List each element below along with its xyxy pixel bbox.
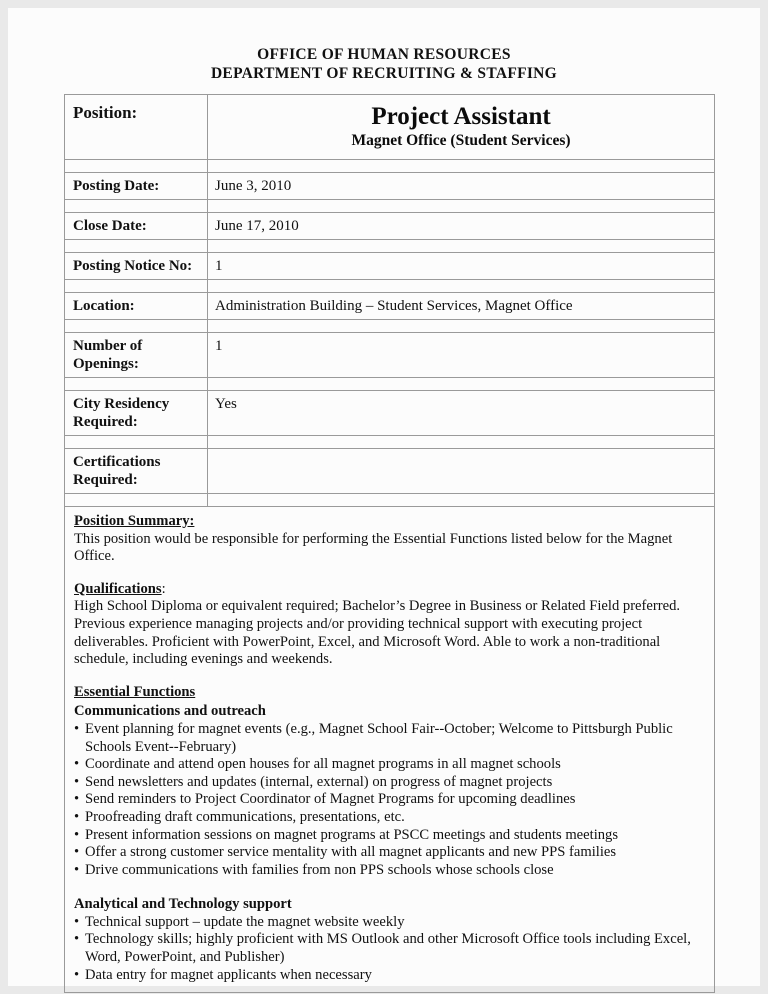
section-gap xyxy=(74,669,704,684)
city-residency-required-value: Yes xyxy=(215,396,237,412)
spacer-label-cell xyxy=(65,320,208,332)
spacer-label-cell xyxy=(65,436,208,448)
spacer-label-cell xyxy=(65,160,208,172)
posting-date-label: Posting Date: xyxy=(65,173,208,199)
location-label: Location: xyxy=(65,293,208,319)
section-gap xyxy=(74,566,704,581)
spacer-value-cell xyxy=(208,494,714,506)
essential-functions-heading-wrap xyxy=(74,684,704,702)
position-summary-text: This position would be responsible for performing the Essential Functions listed below for the Magnet Office. xyxy=(74,530,673,565)
table-spacer-row xyxy=(65,240,714,253)
table-row-number-of-openings xyxy=(65,333,714,378)
position-summary-heading: Position Summary: xyxy=(74,513,195,529)
group-title-analytical-technology: Analytical and Technology support xyxy=(74,896,292,913)
table-row-position xyxy=(65,95,714,160)
group-title-communications: Communications and outreach xyxy=(74,703,266,720)
close-date-value: June 17, 2010 xyxy=(215,218,299,234)
table-spacer-row xyxy=(65,436,714,449)
certifications-required-value xyxy=(208,449,714,493)
posting-notice-no-value: 1 xyxy=(215,258,223,274)
number-of-openings-value: 1 xyxy=(215,338,223,354)
analytical-technology-bullet-list xyxy=(74,914,704,984)
list-item: • Data entry for magnet applicants when necessary xyxy=(74,967,704,985)
spacer-value-cell xyxy=(208,320,714,332)
list-item: • Send newsletters and updates (internal, external) on progress of magnet projects xyxy=(74,774,704,792)
body-content-cell xyxy=(65,507,714,992)
communications-bullet-list xyxy=(74,721,704,879)
spacer-value-cell xyxy=(208,436,714,448)
list-item: • Send reminders to Project Coordinator of Magnet Programs for upcoming deadlines xyxy=(74,791,704,809)
position-label: Position: xyxy=(65,95,208,159)
list-item: • Present information sessions on magnet programs at PSCC meetings and students meetings xyxy=(74,827,704,845)
list-item: • Event planning for magnet events (e.g., Magnet School Fair--October; Welcome to Pittsburgh Public Schools Event--February) xyxy=(74,721,704,756)
document-header xyxy=(8,46,760,83)
header-line-department: DEPARTMENT OF RECRUITING & STAFFING xyxy=(210,64,558,82)
table-spacer-row xyxy=(65,200,714,213)
position-subtitle: Magnet Office (Student Services) xyxy=(351,132,571,149)
table-spacer-row xyxy=(65,280,714,293)
number-of-openings-label: Number of Openings: xyxy=(65,333,208,377)
table-spacer-row xyxy=(65,494,714,507)
job-posting-table xyxy=(64,94,715,993)
close-date-label: Close Date: xyxy=(65,213,208,239)
document-page xyxy=(8,8,760,986)
position-title: Project Assistant xyxy=(371,103,551,130)
spacer-label-cell xyxy=(65,494,208,506)
posting-date-value: June 3, 2010 xyxy=(215,178,292,194)
essential-functions-heading: Essential Functions xyxy=(74,683,196,700)
list-item: • Technical support – update the magnet website weekly xyxy=(74,914,704,932)
spacer-value-cell xyxy=(208,160,714,172)
qualifications-text: High School Diploma or equivalent required; Bachelor’s Degree in Business or Related Field preferred. Previous experience managing projects and/or providing technical support with executing project deliverables. Proficient with PowerPoint, Excel, and Microsoft Word. Able to work a non-traditional schedule, including evenings and weekends. xyxy=(74,598,681,668)
section-gap xyxy=(74,879,704,894)
spacer-label-cell xyxy=(65,200,208,212)
table-row-close-date xyxy=(65,213,714,240)
header-line-office: OFFICE OF HUMAN RESOURCES xyxy=(257,46,511,63)
table-row-location xyxy=(65,293,714,320)
spacer-label-cell xyxy=(65,280,208,292)
city-residency-required-label: City Residency Required: xyxy=(65,391,208,435)
qualifications-heading: Qualifications xyxy=(74,580,162,597)
table-row-certifications-required xyxy=(65,449,714,494)
spacer-value-cell xyxy=(208,378,714,390)
table-row-city-residency-required xyxy=(65,391,714,436)
list-item: • Offer a strong customer service mentality with all magnet applicants and new PPS families xyxy=(74,844,704,862)
spacer-value-cell xyxy=(208,200,714,212)
table-row-body-content xyxy=(65,507,714,993)
table-row-posting-date xyxy=(65,173,714,200)
list-item: • Technology skills; highly proficient with MS Outlook and other Microsoft Office tools including Excel, Word, PowerPoint, and Publisher) xyxy=(74,931,704,966)
certifications-required-label: Certifications Required: xyxy=(65,449,208,493)
posting-notice-no-label: Posting Notice No: xyxy=(65,253,208,279)
list-item: • Coordinate and attend open houses for all magnet programs in all magnet schools xyxy=(74,756,704,774)
position-value xyxy=(208,95,714,159)
location-value: Administration Building – Student Services, Magnet Office xyxy=(215,298,573,314)
list-item: • Drive communications with families from non PPS schools whose schools close xyxy=(74,862,704,880)
table-spacer-row xyxy=(65,378,714,391)
spacer-label-cell xyxy=(65,240,208,252)
table-spacer-row xyxy=(65,320,714,333)
spacer-value-cell xyxy=(208,240,714,252)
qualifications-heading-colon: : xyxy=(161,580,166,597)
qualifications-heading-wrap xyxy=(74,581,704,599)
spacer-label-cell xyxy=(65,378,208,390)
table-spacer-row xyxy=(65,160,714,173)
table-row-posting-notice-no xyxy=(65,253,714,280)
spacer-value-cell xyxy=(208,280,714,292)
list-item: • Proofreading draft communications, presentations, etc. xyxy=(74,809,704,827)
